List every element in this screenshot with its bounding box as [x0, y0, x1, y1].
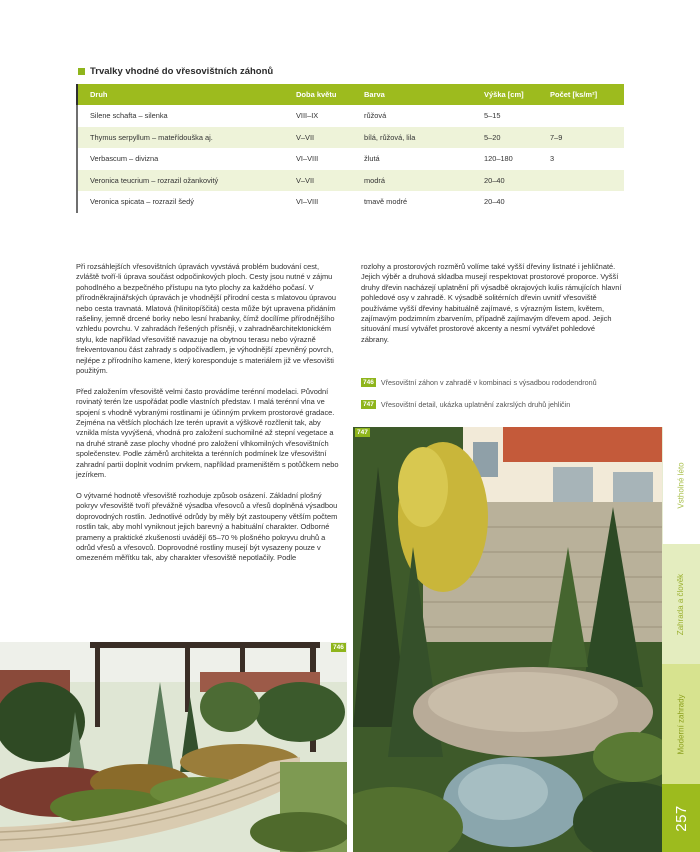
col-header-height: Výška [cm] — [478, 84, 544, 105]
paragraph: rozlohy a prostorových rozměrů volíme také vyšší dřeviny listnaté i jehličnaté. Jejich výběr a druhová skladba musejí respektovat prostorové proporce. Vyšší druhy dřevin nacházejí uplatnění při výsadbě okrajových kulis rámujících hlavní pohledové osy v zahradě. K výsadbě solitérních dřevin uvnitř vřesoviště používáme vyšší dřeviny habituálně zajímavé, s výrazným listem, květem, zajímavým podzimním zbarvením, případně zajímavým dřevem apod. Jejich situování musí vytvářet prostorové akcenty a nesmí vytvářet pohledové zábrany. — [361, 262, 622, 344]
cell: VI–VIII — [290, 148, 358, 170]
text-column-right — [361, 262, 623, 356]
paragraph: Před založením vřesoviště velmi často provádíme terénní modelaci. Původní rovinatý terén lze uspořádat podle vlastních představ. I malá terénní vlna ve spojení s vhodně vybranými rostlinami je účinným prvkem prostorové gradace. Zejména na větších plochách lze terén upravit a výškově rozčlenit tak, aby vznikla místa vyvýšená, vhodná pro založení suchomilné až stepní vegetace a na druhé straně zase plochy vhodné pro založení vlhkomilných vřesovištních společenstev. Podle záměrů architekta a terénních podmínek lze vřesovištní zahradní partii doplnit vodním prvkem, například prameništěm s potůčkem nebo jezírkem. — [76, 386, 339, 480]
table-title — [78, 66, 273, 77]
side-tab-modern-gardens — [662, 664, 700, 784]
conifer-detail-image — [353, 427, 662, 852]
cell: modrá — [358, 170, 478, 192]
cell: 20–40 — [478, 170, 544, 192]
table-row — [78, 170, 624, 192]
cell: 20–40 — [478, 191, 544, 213]
side-tab-garden-and-human — [662, 544, 700, 664]
caption-747 — [361, 400, 570, 409]
cell: 7–9 — [544, 127, 624, 149]
cell — [544, 105, 624, 127]
table-row — [78, 191, 624, 213]
caption-number: 747 — [363, 401, 374, 408]
col-header-species: Druh — [78, 84, 290, 105]
photo-number-746: 746 — [333, 644, 344, 651]
cell: Thymus serpyllum – mateřídouška aj. — [78, 127, 290, 149]
paragraph: Při rozsáhlejších vřesovištních úpravách vyvstává problém budování cest, zvláště tvoří-li úprava součást odpočinkových ploch. Cesty jsou nutné v zájmu pohodlného a bezpečného přístupu na tyto plochy za každého počasí. V přírodněkrajinářských úpravách je vhodnější přírodní cesta s mlatovou úpravou nebo cesta travnatá. Mlatová (hlinitopíščitá) cesta může být upravena přidáním rašeliny, jemně drcené borky nebo lesní hrabanky, čímž docílíme přírodnějšího vzhledu povrchu. V zahradách řešených přísněji, v zahradněarchitektonickém stylu, kde například vřesoviště navazuje na obytnou terasu nebo výrazně frekventovanou část zahrady s odpočívadlem, je výhodnější zpevněný povrch, nejlépe z přírodního kamene, který koresponduje s materiálem již ve vřesovišti použitým. — [76, 262, 337, 376]
table-row — [78, 127, 624, 149]
table-header-row — [78, 84, 624, 105]
photo-number-747: 747 — [357, 429, 368, 436]
table-row — [78, 148, 624, 170]
cell: 3 — [544, 148, 624, 170]
caption-number: 746 — [363, 379, 374, 386]
cell: 5–15 — [478, 105, 544, 127]
table-title-text: Trvalky vhodné do vřesovištních záhonů — [90, 66, 274, 77]
cell: Veronica spicata – rozrazil šedý — [78, 191, 290, 213]
cell: žlutá — [358, 148, 478, 170]
cell: bílá, růžová, lila — [358, 127, 478, 149]
table-row — [78, 105, 624, 127]
photo-conifer-detail — [353, 427, 662, 852]
cell: V–VII — [290, 127, 358, 149]
page-number — [662, 784, 700, 852]
cell: Veronica teucrium – rozrazil ožankovitý — [78, 170, 290, 192]
cell: V–VII — [290, 170, 358, 192]
cell: růžová — [358, 105, 478, 127]
col-header-count: Počet [ks/m²] — [544, 84, 624, 105]
cell: VIII–IX — [290, 105, 358, 127]
side-tab-summer — [662, 427, 700, 544]
caption-746 — [361, 378, 597, 387]
cell: Silene schafta – silenka — [78, 105, 290, 127]
cell: VI–VIII — [290, 191, 358, 213]
cell: 120–180 — [478, 148, 544, 170]
cell — [544, 191, 624, 213]
col-header-bloom: Doba květu — [290, 84, 358, 105]
caption-text: Vřesovištní záhon v zahradě v kombinaci s výsadbou rododendronů — [380, 378, 597, 387]
side-tab-label: Vstholné léto — [677, 462, 687, 509]
text-column-left — [76, 262, 342, 574]
cell: 5–20 — [478, 127, 544, 149]
cell — [544, 170, 624, 192]
heather-bed-image — [0, 642, 347, 852]
col-header-color: Barva — [358, 84, 478, 105]
plant-table — [78, 84, 624, 213]
photo-heather-bed — [0, 642, 347, 852]
cell: Verbascum – divizna — [78, 148, 290, 170]
side-tab-label: Moderní zahrady — [676, 693, 686, 755]
caption-text: Vřesovištní detail, ukázka uplatnění zakrslých druhů jehličin — [380, 400, 571, 409]
side-tab-label: Zahrada a člověk — [676, 573, 686, 635]
page-number-text: 257 — [672, 804, 690, 832]
square-bullet-icon — [78, 68, 85, 75]
paragraph: O výtvarné hodnotě vřesoviště rozhoduje způsob osázení. Základní plošný pokryv vřesoviště tvoří převážně výsadba vřesovců a vřesů doplněná výsadbou doprovodných rostlin. Jednotlivé odrůdy by měly být zastoupeny větším počtem rostlin tak, aby mohl vyniknout jejich barevný a habituální charakter. Odborné prameny a praktické zkušenosti uvádějí 65–70 % plošného pokryvu druhů a odrůd vřesů a vřesovců. Doprovodné rostliny musejí být vysazeny pouze v omezeném měřítku tak, aby charakter vřesoviště nepotlačily. Podle — [76, 490, 338, 563]
cell: tmavě modré — [358, 191, 478, 213]
